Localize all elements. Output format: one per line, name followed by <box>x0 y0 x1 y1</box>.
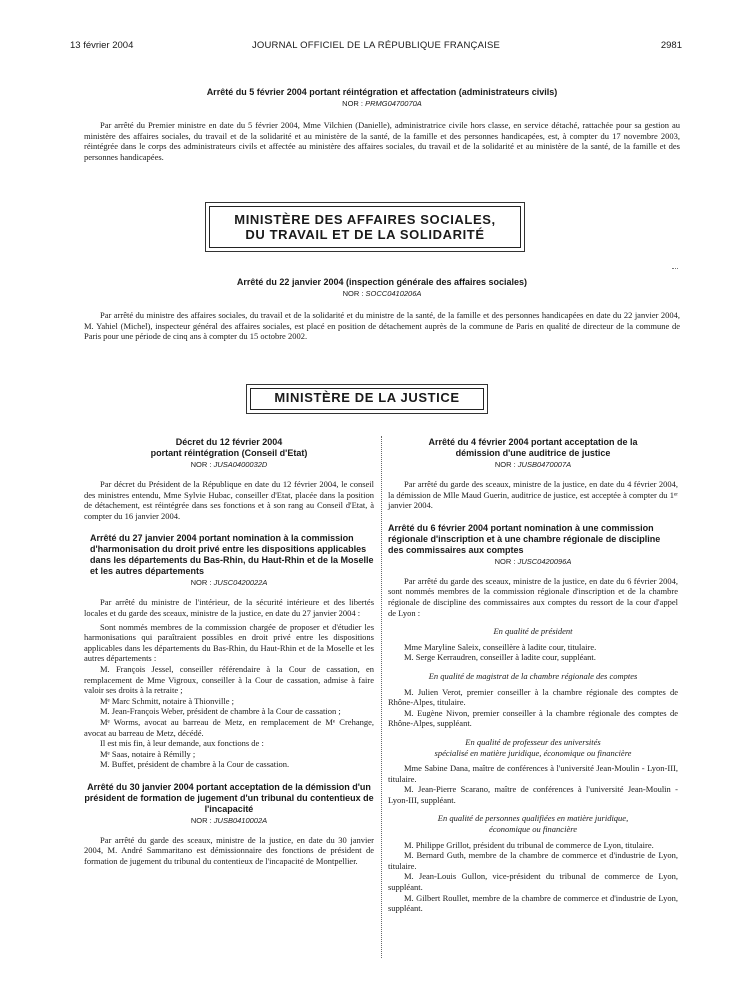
decret-body: Par décret du Président de la République en date du 12 février 2004, le conseil des ministres entendu, Mme Sylvie Hubac, conseiller d'Etat, placée dans la position de détachement, est réintégrée dans ses fonctions et à son rang au Conseil d'Etat, à compter du 16 janvier 2004. <box>84 479 374 521</box>
paragraph: Mᵉ Worms, avocat au barreau de Metz, en remplacement de Mᵉ Crehange, avocat au barreau de Metz, décédé. <box>84 716 374 738</box>
decret-conseil-etat <box>84 437 374 521</box>
ministry-heading-justice <box>246 384 488 414</box>
header-date: 13 février 2004 <box>70 40 134 51</box>
appointee: Mme Maryline Saleix, conseillère à ladite cour, titulaire. <box>404 641 597 652</box>
nor-reference: NOR : JUSA0400032D <box>190 460 268 469</box>
appointee: M. Julien Verot, premier conseiller à la chambre régionale des comptes de Rhône-Alpes, titulaire. <box>388 686 678 708</box>
arrete-body: Par arrêté du garde des sceaux, ministre de la justice, en date du 30 janvier 2004, M. André Sammaritano est démissionnaire des fonctions de président de formation de jugement du tribunal du contentieux de l'incapacité de Montpellier. <box>84 834 374 867</box>
nor-reference: NOR : JUSC0420096A <box>494 556 572 566</box>
paragraph: Mᵉ Marc Schmitt, notaire à Thionville ; <box>100 695 234 706</box>
paragraph: Par arrêté du ministre de l'intérieur, de la sécurité intérieure et des libertés locales et du garde des sceaux, ministre de la justice, en date du 27 janvier 2004 : <box>84 597 374 618</box>
nor-reference: NOR : JUSC0420022A <box>190 578 268 588</box>
page-number: 2981 <box>660 40 682 51</box>
nor-reference: NOR : JUSB0410002A <box>190 815 268 825</box>
subheading: En qualité de personnes qualifiées en matière juridique, <box>437 813 629 824</box>
appointee: M. Bernard Guth, membre de la chambre de commerce et d'industrie de Lyon, titulaire. <box>388 850 678 871</box>
appointee: M. Serge Kerraudren, conseiller à ladite cour, suppléant. <box>404 652 596 663</box>
arrete-body: Par arrêté du garde des sceaux, ministre de la justice, en date du 6 février 2004, sont nommés membres de la commission régionale d'inscription et de la chambre régionale de discipline des commissaires aux comptes du ressort de la cour d'appel de Lyon : <box>388 575 678 618</box>
subheading: En qualité de magistrat de la chambre régionale des comptes <box>428 670 638 681</box>
decret-title-line1: Décret du 12 février 2004 <box>175 437 283 447</box>
arrete-commissaires-aux-comptes <box>388 523 678 914</box>
nor-reference: NOR : PRMG0470070A <box>342 99 422 108</box>
nor-reference: NOR : JUSB0470007A <box>494 460 572 469</box>
paragraph: M. Jean-François Weber, président de chambre à la Cour de cassation ; <box>100 706 341 717</box>
separator-mark <box>672 268 678 269</box>
arrete-body: Par arrêté du Premier ministre en date du 5 février 2004, Mme Vilchien (Danielle), administratrice civile hors classe, en service détaché, rattachée pour sa gestion au ministère des affaires sociales, du travail et de la solidarité et au ministère de la santé, de la famille et des personnes handicapées, est, à compter du 17 novembre 2003, réintégrée dans le corps des administrateurs civils et affectée au ministère des affaires sociales, du travail et de la solidarité et au ministère de la santé, de la famille et des personnes handicapées. <box>84 120 680 162</box>
appointee: M. Philippe Grillot, président du tribunal de commerce de Lyon, titulaire. <box>404 839 654 850</box>
arrete-title: Arrêté du 5 février 2004 portant réintégration et affectation (administrateurs civils) <box>206 87 558 97</box>
appointee: M. Jean-Pierre Scarano, maître de conférences à l'université Jean-Moulin - Lyon-III, suppléant. <box>388 784 678 805</box>
arrete-title: Arrêté du 22 janvier 2004 (inspection générale des affaires sociales) <box>236 277 528 287</box>
arrete-title: Arrêté du 27 janvier 2004 portant nomination à la commission d'harmonisation du droit privé entre les dispositions applicables dans les départements du Bas-Rhin, du Haut-Rhin et de la Moselle et les autres départements <box>90 533 374 577</box>
nor-reference: NOR : SOCC0410206A <box>342 289 422 298</box>
arrete-reintegration-section <box>84 87 680 162</box>
paragraph: Il est mis fin, à leur demande, aux fonctions de : <box>100 738 264 749</box>
appointee: M. Eugène Nivon, premier conseiller à la chambre régionale des comptes de Rhône-Alpes, suppléant. <box>388 707 678 729</box>
ministry-heading-line2: DU TRAVAIL ET DE LA SOLIDARITÉ <box>245 227 485 242</box>
paragraph: M. François Jessel, conseiller référendaire à la Cour de cassation, en remplacement de Mme Vigroux, conseiller à la Cour de cassation, admise à faire valoir ses droits à la retraite ; <box>84 663 374 696</box>
journal-title: JOURNAL OFFICIEL DE LA RÉPUBLIQUE FRANÇAISE <box>251 40 501 51</box>
subheading: spécialisé en matière juridique, économique ou financière <box>434 747 632 758</box>
page-header <box>70 40 682 54</box>
paragraph: M. Buffet, président de chambre à la Cour de cassation. <box>100 759 290 770</box>
decret-title-line2: portant réintégration (Conseil d'Etat) <box>150 448 308 458</box>
arrete-demission-auditrice <box>388 437 678 511</box>
left-column <box>84 437 374 879</box>
subheading: économique ou financière <box>489 824 577 835</box>
ministry-heading-line1: MINISTÈRE DE LA JUSTICE <box>274 390 460 405</box>
appointee: M. Jean-Louis Gullon, vice-président du tribunal de commerce de Lyon, suppléant. <box>388 871 678 893</box>
appointee: M. Gilbert Roullet, membre de la chambre de commerce et d'industrie de Lyon, suppléant. <box>388 892 678 914</box>
column-divider <box>381 436 382 958</box>
arrete-commission-harmonisation <box>84 533 374 770</box>
subheading: En qualité de président <box>493 626 573 637</box>
ministry-heading-line1: MINISTÈRE DES AFFAIRES SOCIALES, <box>234 212 496 227</box>
arrete-title: Arrêté du 6 février 2004 portant nomination à une commission régionale d'inscription et à une chambre régionale de discipline des commissaires aux comptes <box>388 522 661 555</box>
arrete-title: Arrêté du 4 février 2004 portant acceptation de la démission d'une auditrice de justice <box>428 437 638 458</box>
paragraph: Mᵉ Saas, notaire à Rémilly ; <box>100 748 196 759</box>
right-column <box>388 437 678 926</box>
arrete-body: Par arrêté du garde des sceaux, ministre de la justice, en date du 4 février 2004, la démission de Mlle Maud Guerin, auditrice de justice, est acceptée à compter du 1ᵉʳ janvier 2004. <box>388 479 678 511</box>
subheading: En qualité de professeur des universités <box>465 736 601 747</box>
paragraph: Sont nommés membres de la commission chargée de proposer et d'étudier les harmonisations qui paraîtraient possibles en droit privé entre les dispositions applicables dans les départements du Bas-Rhin, du Haut-Rhin et de la Moselle et les autres départements : <box>84 621 374 664</box>
arrete-demission-president <box>84 782 374 867</box>
arrete-title: Arrêté du 30 janvier 2004 portant acceptation de la démission d'un président de formation de jugement d'un tribunal du contentieux de l'incapacité <box>84 781 374 814</box>
appointee: Mme Sabine Dana, maître de conférences à l'université Jean-Moulin - Lyon-III, titulaire. <box>388 763 678 784</box>
arrete-igas-section <box>84 277 680 342</box>
ministry-heading-affaires-sociales <box>205 202 525 252</box>
arrete-body: Par arrêté du ministre des affaires sociales, du travail et de la solidarité et du ministre de la santé, de la famille et des personnes handicapées en date du 22 janvier 2004, M. Yahiel (Michel), inspecteur général des affaires sociales, est placé en position de détachement auprès de la commune de Paris en qualité de directeur de la commune de Paris pour une période de cinq ans à compter du 15 octobre 2002. <box>84 310 680 342</box>
